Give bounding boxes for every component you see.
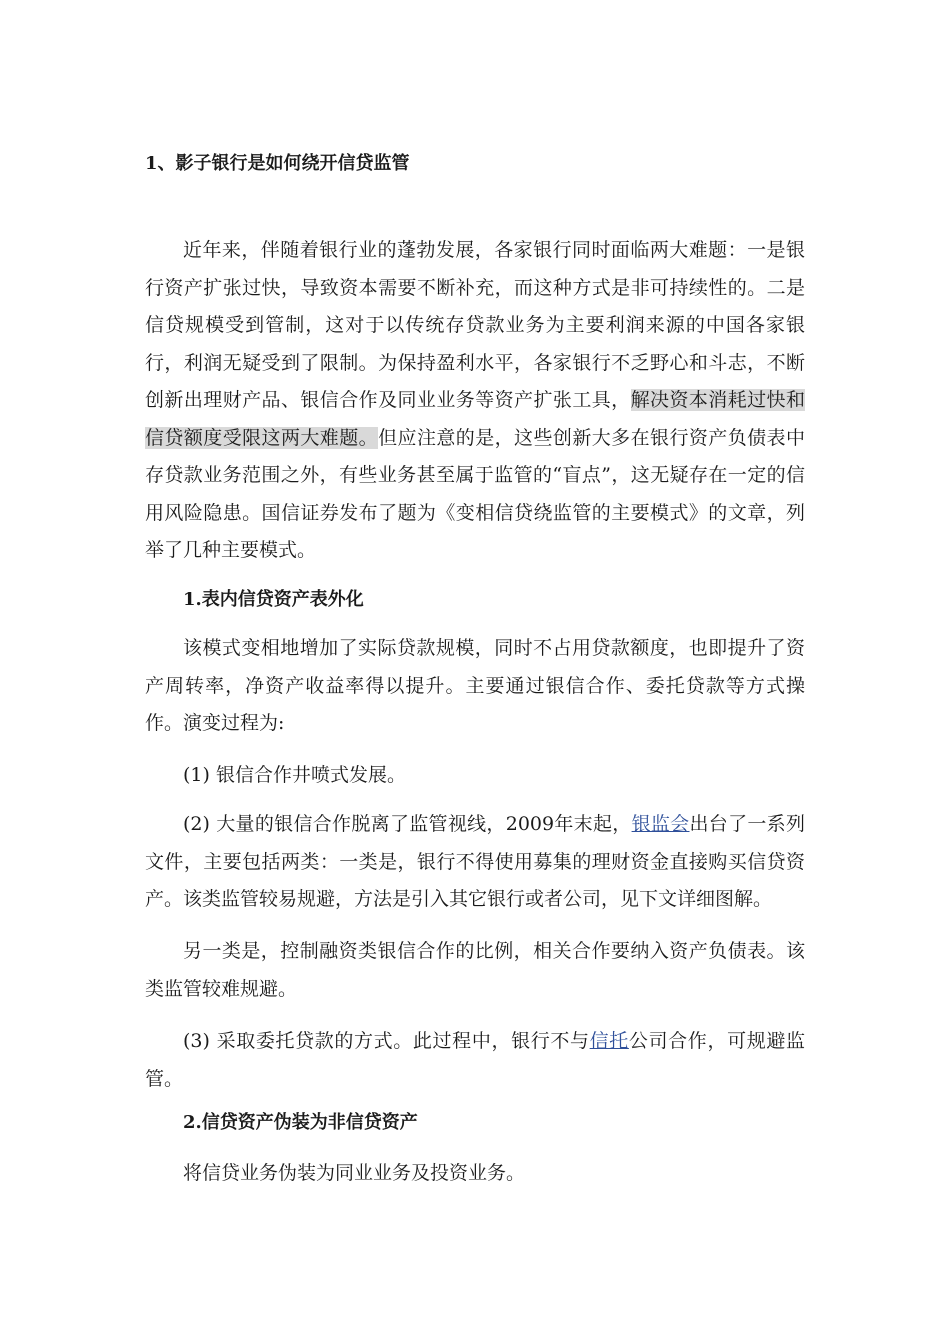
- list-item-3-text-1: (3) 采取委托贷款的方式。此过程中，银行不与: [183, 1030, 590, 1052]
- section-heading-1: 1.表内信贷资产表外化: [183, 589, 364, 610]
- list-item-2-text-2: 出台了一系列文件，主要包括两类：一类是，银行不得使用募集的理财资金直接购买信贷资产。该类监管较易规避，方法是引入其它银行或者公司，见下文详细图解。: [145, 813, 805, 910]
- document-title: 1、影子银行是如何绕开信贷监管: [145, 153, 410, 174]
- cbrc-link[interactable]: 银监会: [631, 813, 690, 835]
- section-heading-2: 2.信贷资产伪装为非信贷资产: [183, 1112, 418, 1133]
- intro-text-1: 近年来，伴随着银行业的蓬勃发展，各家银行同时面临两大难题：一是银行资产扩张过快，导致资本需要不断补充，而这种方式是非可持续性的。二是信贷规模受到管制，这对于以传统存贷款业务为主要利润来源的中国各家银行，利润无疑受到了限制。为保持盈利水平，各家银行不乏野心和斗志，不断创新出理财产品、银信合作及同业业务等资产扩张工具，: [145, 239, 805, 411]
- list-item-2-continuation: 另一类是，控制融资类银信合作的比例，相关合作要纳入资产负债表。该类监管较难规避。: [145, 940, 805, 1000]
- section2-paragraph: 将信贷业务伪装为同业业务及投资业务。: [183, 1162, 526, 1184]
- list-item-3-text-2: 公司合作，可规避监管。: [145, 1030, 805, 1090]
- list-item-2-text-1: (2) 大量的银信合作脱离了监管视线，2009年末起，: [183, 813, 632, 835]
- trust-link[interactable]: 信托: [589, 1030, 629, 1052]
- list-item-2: [145, 806, 805, 919]
- intro-text-2: 但应注意的是，这些创新大多在银行资产负债表中存贷款业务范围之外，有些业务甚至属于监管的“盲点”，这无疑存在一定的信用风险隐患。国信证券发布了题为《变相信贷绕监管的主要模式》的文章，列举了几种主要模式。: [145, 426, 805, 561]
- list-item-3: [145, 1023, 805, 1098]
- section1-paragraph: 该模式变相地增加了实际贷款规模，同时不占用贷款额度，也即提升了资产周转率，净资产收益率得以提升。主要通过银信合作、委托贷款等方式操作。演变过程为:: [145, 637, 805, 734]
- highlighted-text: 解决资本消耗过快和信贷额度受限这两大难题。: [145, 389, 805, 449]
- intro-paragraph: [145, 232, 805, 570]
- list-item-1: (1) 银信合作井喷式发展。: [183, 764, 406, 786]
